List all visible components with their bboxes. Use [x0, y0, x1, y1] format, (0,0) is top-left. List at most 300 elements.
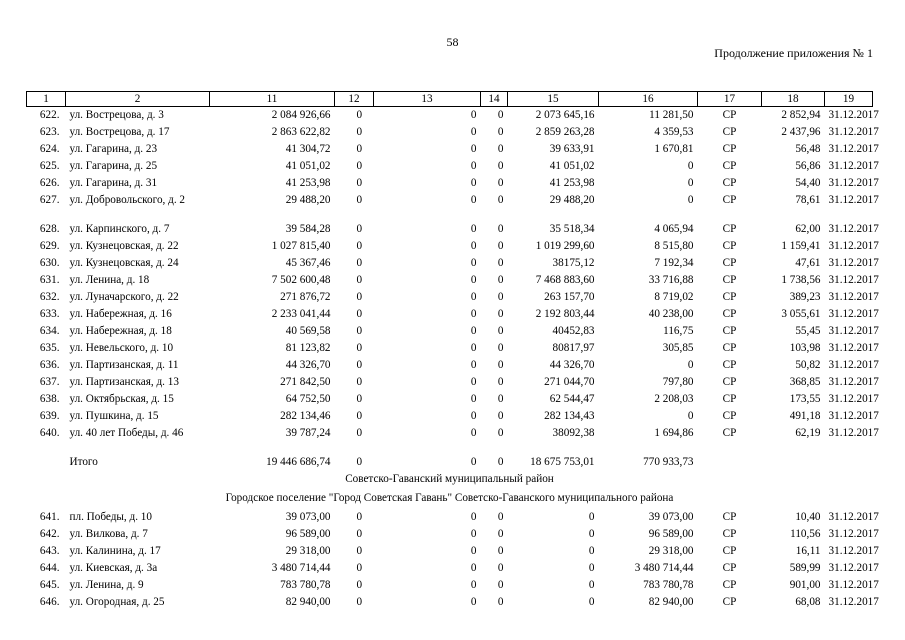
col14-cell: 0	[497, 109, 504, 121]
table-row	[27, 425, 873, 454]
col15-cell: 2 859 263,28	[535, 125, 595, 138]
col15-cell: 271 044,70	[544, 375, 595, 388]
col14-cell: 0	[497, 176, 504, 189]
col16-cell: 797,80	[662, 375, 694, 388]
col15-cell: 35 518,34	[549, 222, 595, 235]
column-header: 11	[210, 92, 335, 107]
col12-cell: 0	[356, 527, 363, 540]
column-header: 13	[374, 92, 481, 107]
col18-cell: 1 159,41	[781, 239, 821, 252]
col12-cell: 0	[356, 290, 363, 303]
col14-cell: 0	[497, 561, 504, 574]
col17-cell: СР	[722, 193, 737, 206]
col11-cell: 39 787,24	[285, 426, 331, 439]
col16-cell: 2 208,03	[654, 392, 694, 405]
col13-cell: 0	[470, 341, 477, 354]
total-col11: 19 446 686,74	[266, 455, 331, 468]
col19-cell: 31.12.2017	[828, 290, 879, 303]
col18-cell: 901,00	[789, 578, 821, 591]
row-number: 622.	[39, 109, 60, 121]
col16-cell: 0	[687, 358, 694, 371]
col19-cell: 31.12.2017	[828, 527, 879, 540]
col13-cell: 0	[470, 595, 477, 608]
col18-cell: 1 738,56	[781, 273, 821, 286]
address-cell: ул. Партизанская, д. 13	[69, 375, 179, 388]
col15-cell: 1 019 299,60	[535, 239, 595, 252]
col12-cell: 0	[356, 324, 363, 337]
col15-cell: 41 253,98	[549, 176, 595, 189]
col19-cell: 31.12.2017	[828, 273, 879, 286]
address-cell: ул. Ленина, д. 18	[69, 273, 150, 286]
address-cell: ул. Луначарского, д. 22	[69, 290, 179, 303]
column-header: 18	[762, 92, 825, 107]
col14-cell: 0	[497, 222, 504, 235]
col16-cell: 783 780,78	[643, 578, 694, 591]
col18-cell: 2 852,94	[781, 109, 821, 121]
col16-cell: 33 716,88	[648, 273, 694, 286]
col15-cell: 0	[588, 510, 595, 523]
col19-cell: 31.12.2017	[828, 307, 879, 320]
table-row	[27, 306, 873, 323]
col13-cell: 0	[470, 527, 477, 540]
table-row	[27, 141, 873, 158]
col13-cell: 0	[470, 222, 477, 235]
row-number: 628.	[39, 222, 60, 235]
col13-cell: 0	[470, 358, 477, 371]
total-empty-cell	[762, 454, 825, 471]
row-number: 637.	[39, 375, 60, 388]
col12-cell: 0	[356, 544, 363, 557]
col15-cell: 2 073 645,16	[535, 109, 595, 121]
col18-cell: 50,82	[795, 358, 821, 371]
col14-cell: 0	[497, 409, 504, 422]
col17-cell: СР	[722, 273, 737, 286]
col14-cell: 0	[497, 527, 504, 540]
table-header	[27, 92, 873, 107]
col18-cell: 3 055,61	[781, 307, 821, 320]
address-cell: ул. Калинина, д. 17	[69, 544, 161, 557]
col16-cell: 0	[687, 193, 694, 206]
table-row	[27, 255, 873, 272]
col14-cell: 0	[497, 324, 504, 337]
col16-cell: 40 238,00	[648, 307, 694, 320]
col15-cell: 0	[588, 527, 595, 540]
col14-cell: 0	[497, 341, 504, 354]
row-number: 644.	[39, 561, 60, 574]
column-header: 17	[698, 92, 762, 107]
col11-cell: 44 326,70	[285, 358, 331, 371]
col11-cell: 64 752,50	[285, 392, 331, 405]
col19-cell: 31.12.2017	[828, 239, 879, 252]
address-cell: ул. Добровольского, д. 2	[69, 193, 186, 206]
row-number: 636.	[39, 358, 60, 371]
col16-cell: 0	[687, 176, 694, 189]
col18-cell: 103,98	[789, 341, 821, 354]
col16-cell: 0	[687, 159, 694, 172]
col12-cell: 0	[356, 109, 363, 121]
address-cell: ул. Набережная, д. 18	[69, 324, 172, 337]
address-cell: ул. Огородная, д. 25	[69, 595, 165, 608]
address-cell: ул. Набережная, д. 16	[69, 307, 172, 320]
col11-cell: 2 084 926,66	[271, 109, 331, 121]
col18-cell: 368,85	[789, 375, 821, 388]
col11-cell: 41 253,98	[285, 176, 331, 189]
row-number: 624.	[39, 142, 60, 155]
col12-cell: 0	[356, 595, 363, 608]
col11-cell: 41 304,72	[285, 142, 331, 155]
column-header: 15	[508, 92, 599, 107]
table-row	[27, 408, 873, 425]
col19-cell: 31.12.2017	[828, 544, 879, 557]
col11-cell: 2 233 041,44	[271, 307, 331, 320]
col12-cell: 0	[356, 256, 363, 269]
col19-cell: 31.12.2017	[828, 510, 879, 523]
col19-cell: 31.12.2017	[828, 561, 879, 574]
col16-cell: 82 940,00	[648, 595, 694, 608]
district-heading: Советско-Гаванский муниципальный район	[345, 472, 554, 485]
address-cell: ул. Гагарина, д. 25	[69, 159, 158, 172]
col13-cell: 0	[470, 159, 477, 172]
col19-cell: 31.12.2017	[828, 578, 879, 591]
address-cell: ул. Ленина, д. 9	[69, 578, 144, 591]
total-col15: 18 675 753,01	[530, 455, 595, 468]
address-cell: ул. Вострецова, д. 3	[69, 109, 164, 121]
col14-cell: 0	[497, 307, 504, 320]
col15-cell: 263 157,70	[544, 290, 595, 303]
col12-cell: 0	[356, 358, 363, 371]
col19-cell: 31.12.2017	[828, 426, 879, 439]
col12-cell: 0	[356, 341, 363, 354]
col13-cell: 0	[470, 273, 477, 286]
col16-cell: 39 073,00	[648, 510, 694, 523]
col11-cell: 3 480 714,44	[271, 561, 331, 574]
col14-cell: 0	[497, 193, 504, 206]
address-cell: ул. Гагарина, д. 23	[69, 142, 158, 155]
col18-cell: 54,40	[795, 176, 821, 189]
address-cell: ул. Вилкова, д. 7	[69, 527, 148, 540]
address-cell: ул. Вострецова, д. 17	[69, 125, 170, 138]
col18-cell: 56,86	[795, 159, 821, 172]
district-heading-row	[27, 471, 873, 490]
col19-cell: 31.12.2017	[828, 375, 879, 388]
table-row	[27, 238, 873, 255]
col12-cell: 0	[356, 142, 363, 155]
col15-cell: 2 192 803,44	[535, 307, 595, 320]
table-row	[27, 323, 873, 340]
col14-cell: 0	[497, 375, 504, 388]
col11-cell: 81 123,82	[285, 341, 331, 354]
col18-cell: 16,11	[795, 544, 821, 557]
col16-cell: 29 318,00	[648, 544, 694, 557]
col17-cell: СР	[722, 142, 737, 155]
col11-cell: 45 367,46	[285, 256, 331, 269]
settlement-heading-row	[27, 490, 873, 509]
col13-cell: 0	[470, 256, 477, 269]
col11-cell: 96 589,00	[285, 527, 331, 540]
col18-cell: 10,40	[795, 510, 821, 523]
col12-cell: 0	[356, 561, 363, 574]
col12-cell: 0	[356, 426, 363, 439]
col15-cell: 38175,12	[552, 256, 595, 269]
col12-cell: 0	[356, 307, 363, 320]
col11-cell: 1 027 815,40	[271, 239, 331, 252]
table-row	[27, 124, 873, 141]
col11-cell: 39 584,28	[285, 222, 331, 235]
col12-cell: 0	[356, 273, 363, 286]
col12-cell: 0	[356, 239, 363, 252]
col18-cell: 56,48	[795, 142, 821, 155]
col15-cell: 282 134,43	[544, 409, 595, 422]
col14-cell: 0	[497, 510, 504, 523]
col13-cell: 0	[470, 426, 477, 439]
total-row	[27, 454, 873, 471]
col19-cell: 31.12.2017	[828, 109, 879, 121]
col16-cell: 3 480 714,44	[634, 561, 694, 574]
col11-cell: 271 876,72	[280, 290, 331, 303]
col19-cell: 31.12.2017	[828, 358, 879, 371]
col16-cell: 8 719,02	[654, 290, 694, 303]
col11-cell: 271 842,50	[280, 375, 331, 388]
page-number: 58	[446, 35, 459, 49]
col13-cell: 0	[470, 510, 477, 523]
col16-cell: 1 670,81	[654, 142, 694, 155]
col15-cell: 40452,83	[552, 324, 595, 337]
appendix-continuation-title: Продолжение приложения № 1	[714, 46, 873, 60]
table-row	[27, 509, 873, 526]
total-col14: 0	[497, 455, 504, 468]
table-row	[27, 107, 873, 124]
col12-cell: 0	[356, 176, 363, 189]
col14-cell: 0	[497, 595, 504, 608]
table-row	[27, 374, 873, 391]
table-row	[27, 221, 873, 238]
table-row	[27, 340, 873, 357]
col17-cell: СР	[722, 222, 737, 235]
col19-cell: 31.12.2017	[828, 159, 879, 172]
col12-cell: 0	[356, 510, 363, 523]
col15-cell: 39 633,91	[549, 142, 595, 155]
col14-cell: 0	[497, 256, 504, 269]
col19-cell: 31.12.2017	[828, 222, 879, 235]
col14-cell: 0	[497, 273, 504, 286]
col15-cell: 44 326,70	[549, 358, 595, 371]
settlement-heading: Городское поселение "Город Советская Гавань" Советско-Гаванского муниципального района	[225, 491, 674, 504]
row-number: 623.	[39, 125, 60, 138]
col13-cell: 0	[470, 561, 477, 574]
col12-cell: 0	[356, 159, 363, 172]
col16-cell: 4 065,94	[654, 222, 694, 235]
col19-cell: 31.12.2017	[828, 125, 879, 138]
column-header: 2	[66, 92, 210, 107]
column-header: 1	[27, 92, 66, 107]
col11-cell: 783 780,78	[280, 578, 331, 591]
col14-cell: 0	[497, 239, 504, 252]
col17-cell: СР	[722, 324, 737, 337]
col19-cell: 31.12.2017	[828, 324, 879, 337]
col15-cell: 0	[588, 578, 595, 591]
col13-cell: 0	[470, 193, 477, 206]
col14-cell: 0	[497, 125, 504, 138]
table-row	[27, 289, 873, 306]
row-number: 630.	[39, 256, 60, 269]
column-header: 14	[481, 92, 508, 107]
row-number: 646.	[39, 595, 60, 608]
col18-cell: 55,45	[795, 324, 821, 337]
col18-cell: 47,61	[795, 256, 821, 269]
col17-cell: СР	[722, 290, 737, 303]
col13-cell: 0	[470, 109, 477, 121]
col18-cell: 491,18	[789, 409, 821, 422]
total-empty-cell	[27, 454, 66, 471]
col17-cell: СР	[722, 239, 737, 252]
col17-cell: СР	[722, 125, 737, 138]
col11-cell: 29 488,20	[285, 193, 331, 206]
row-number: 645.	[39, 578, 60, 591]
col17-cell: СР	[722, 341, 737, 354]
row-number: 631.	[39, 273, 60, 286]
address-cell: ул. Кузнецовская, д. 24	[69, 256, 179, 269]
col17-cell: СР	[722, 409, 737, 422]
col11-cell: 282 134,46	[280, 409, 331, 422]
table-row	[27, 357, 873, 374]
row-number: 626.	[39, 176, 60, 189]
col17-cell: СР	[722, 375, 737, 388]
table-row	[27, 560, 873, 577]
table-row	[27, 526, 873, 543]
col13-cell: 0	[470, 375, 477, 388]
row-number: 641.	[39, 510, 60, 523]
col14-cell: 0	[497, 544, 504, 557]
col17-cell: СР	[722, 544, 737, 557]
row-number: 625.	[39, 159, 60, 172]
col19-cell: 31.12.2017	[828, 409, 879, 422]
table-row	[27, 175, 873, 192]
col19-cell: 31.12.2017	[828, 142, 879, 155]
col12-cell: 0	[356, 578, 363, 591]
col18-cell: 62,00	[795, 222, 821, 235]
col16-cell: 11 281,50	[649, 109, 694, 121]
col13-cell: 0	[470, 125, 477, 138]
address-cell: ул. Кузнецовская, д. 22	[69, 239, 179, 252]
col13-cell: 0	[470, 142, 477, 155]
col15-cell: 0	[588, 561, 595, 574]
col17-cell: СР	[722, 176, 737, 189]
col16-cell: 116,75	[663, 324, 694, 337]
col18-cell: 2 437,96	[781, 125, 821, 138]
address-cell: ул. Октябрьская, д. 15	[69, 392, 174, 405]
col11-cell: 40 569,58	[285, 324, 331, 337]
col19-cell: 31.12.2017	[828, 193, 879, 206]
total-empty-cell	[698, 454, 762, 471]
col16-cell: 96 589,00	[648, 527, 694, 540]
col13-cell: 0	[470, 239, 477, 252]
address-cell: ул. Киевская, д. 3а	[69, 561, 158, 574]
col13-cell: 0	[470, 290, 477, 303]
col18-cell: 62,19	[795, 426, 821, 439]
row-number: 639.	[39, 409, 60, 422]
col12-cell: 0	[356, 193, 363, 206]
address-cell: ул. Пушкина, д. 15	[69, 409, 159, 422]
table-row	[27, 391, 873, 408]
row-number: 642.	[39, 527, 60, 540]
col15-cell: 7 468 883,60	[535, 273, 595, 286]
col17-cell: СР	[722, 561, 737, 574]
col11-cell: 41 051,02	[285, 159, 331, 172]
col13-cell: 0	[470, 578, 477, 591]
row-number: 643.	[39, 544, 60, 557]
row-number: 638.	[39, 392, 60, 405]
address-cell: ул. Партизанская, д. 11	[69, 358, 179, 371]
col18-cell: 78,61	[795, 193, 821, 206]
col17-cell: СР	[722, 307, 737, 320]
col16-cell: 305,85	[662, 341, 694, 354]
col15-cell: 0	[588, 595, 595, 608]
col15-cell: 62 544,47	[549, 392, 595, 405]
col19-cell: 31.12.2017	[828, 176, 879, 189]
col19-cell: 31.12.2017	[828, 392, 879, 405]
table-body	[27, 107, 879, 611]
address-cell: ул. Карпинского, д. 7	[69, 222, 170, 235]
col17-cell: СР	[722, 109, 737, 121]
col19-cell: 31.12.2017	[828, 595, 879, 608]
table-row	[27, 272, 873, 289]
col14-cell: 0	[497, 358, 504, 371]
address-cell: ул. 40 лет Победы, д. 46	[69, 426, 184, 439]
col16-cell: 1 694,86	[654, 426, 694, 439]
col18-cell: 110,56	[790, 527, 821, 540]
col12-cell: 0	[356, 409, 363, 422]
col14-cell: 0	[497, 392, 504, 405]
col14-cell: 0	[497, 159, 504, 172]
column-header: 16	[599, 92, 698, 107]
col12-cell: 0	[356, 222, 363, 235]
col17-cell: СР	[722, 426, 737, 439]
col17-cell: СР	[722, 510, 737, 523]
col18-cell: 389,23	[789, 290, 821, 303]
col16-cell: 4 359,53	[654, 125, 694, 138]
column-header: 19	[825, 92, 873, 107]
col16-cell: 0	[687, 409, 694, 422]
row-number: 629.	[39, 239, 60, 252]
col15-cell: 29 488,20	[549, 193, 595, 206]
total-col13: 0	[470, 455, 477, 468]
col13-cell: 0	[470, 392, 477, 405]
row-number: 635.	[39, 341, 60, 354]
col16-cell: 8 515,80	[654, 239, 694, 252]
col12-cell: 0	[356, 375, 363, 388]
total-label: Итого	[69, 455, 98, 468]
col17-cell: СР	[722, 159, 737, 172]
col11-cell: 7 502 600,48	[271, 273, 331, 286]
col14-cell: 0	[497, 578, 504, 591]
total-col12: 0	[356, 455, 363, 468]
col15-cell: 0	[588, 544, 595, 557]
address-cell: ул. Невельского, д. 10	[69, 341, 174, 354]
col11-cell: 29 318,00	[285, 544, 331, 557]
col14-cell: 0	[497, 142, 504, 155]
col17-cell: СР	[722, 527, 737, 540]
total-col16: 770 933,73	[643, 455, 694, 468]
col17-cell: СР	[722, 358, 737, 371]
table-row	[27, 577, 873, 594]
col13-cell: 0	[470, 176, 477, 189]
col17-cell: СР	[722, 578, 737, 591]
col13-cell: 0	[470, 409, 477, 422]
col19-cell: 31.12.2017	[828, 256, 879, 269]
col13-cell: 0	[470, 307, 477, 320]
col15-cell: 41 051,02	[549, 159, 595, 172]
col18-cell: 589,99	[789, 561, 821, 574]
